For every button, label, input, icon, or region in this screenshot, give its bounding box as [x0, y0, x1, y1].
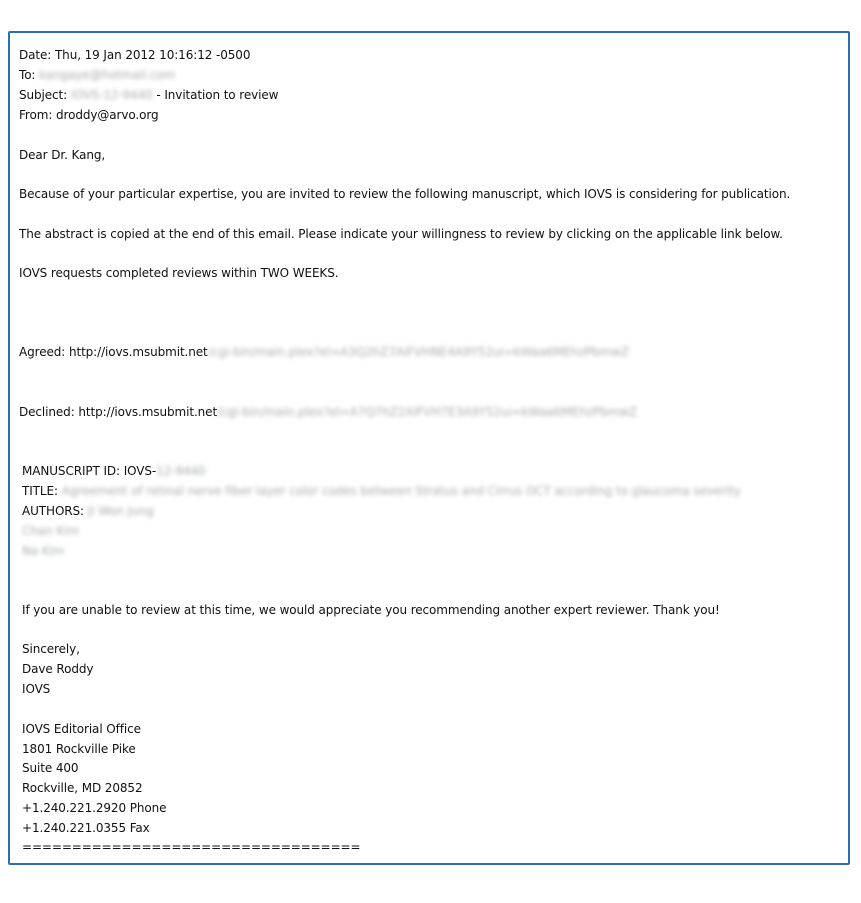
declined-link-host[interactable]: http://iovs.msubmit.net: [78, 405, 218, 419]
manuscript-title: [22, 483, 741, 499]
date-label: Date:: [19, 48, 52, 62]
agreed-line: [19, 344, 629, 360]
sender-org: IOVS: [22, 682, 51, 696]
agreed-link-host[interactable]: http://iovs.msubmit.net: [68, 345, 208, 359]
address-street: 1801 Rockville Pike: [22, 742, 136, 756]
from-address[interactable]: droddy@arvo.org: [56, 108, 159, 122]
author-2-redacted: Chan Kim: [22, 524, 79, 538]
from-header: [19, 107, 158, 123]
author-2-line: [22, 523, 79, 539]
subject-text: - Invitation to review: [156, 88, 279, 102]
sign-off: Sincerely,: [22, 642, 80, 656]
subject-label: Subject:: [19, 88, 68, 102]
manuscript-authors: [22, 503, 154, 519]
authors-label: AUTHORS:: [22, 504, 84, 518]
agreed-link[interactable]: [69, 345, 629, 359]
author-3-line: [22, 543, 64, 559]
manuscript-id: [22, 463, 206, 479]
declined-link-path-redacted[interactable]: /cgi-bin/main.plex?el=A7Q7hZ2AlFVH7E3A9Y52ui=kWaa6MEhzPbmwZ: [217, 405, 638, 419]
manuscript-id-redacted: 12-9440: [156, 464, 206, 478]
sender-name: Dave Roddy: [22, 662, 94, 676]
to-address-redacted: kangaye@hotmail.com: [39, 68, 176, 82]
paragraph-recommend: If you are unable to review at this time, we would appreciate you recommending another expert reviewer. Thank you!: [22, 603, 720, 617]
declined-link[interactable]: [78, 405, 637, 419]
declined-line: [19, 404, 637, 420]
email-message-panel: [8, 31, 850, 865]
subject-id-redacted: IOVS-12-9440: [70, 88, 153, 102]
phone-number: +1.240.221.2920 Phone: [22, 801, 167, 815]
greeting: Dear Dr. Kang,: [19, 148, 106, 162]
title-label: TITLE:: [22, 484, 58, 498]
office-name: IOVS Editorial Office: [22, 722, 141, 736]
from-label: From:: [19, 108, 53, 122]
author-1-redacted: Ji Won Jung: [87, 504, 154, 518]
address-city: Rockville, MD 20852: [22, 781, 143, 795]
to-header: [19, 67, 175, 83]
author-3-redacted: Na Kim: [22, 544, 65, 558]
address-suite: Suite 400: [22, 761, 79, 775]
declined-label: Declined:: [19, 405, 75, 419]
paragraph-expertise: Because of your particular expertise, you are invited to review the following manuscript, which IOVS is considering for publication.: [19, 187, 791, 201]
date-header: [19, 47, 250, 63]
agreed-link-path-redacted[interactable]: /cgi-bin/main.plex?el=A3Q2hZ7AiFVHNE4A9Y52ui=kWaa6MEhzPbmwZ: [207, 345, 629, 359]
agreed-label: Agreed:: [19, 345, 66, 359]
subject-header: [19, 87, 278, 103]
fax-number: +1.240.221.0355 Fax: [22, 821, 150, 835]
to-label: To:: [19, 68, 36, 82]
paragraph-abstract: The abstract is copied at the end of this email. Please indicate your willingness to review by clicking on the applicable link below.: [19, 227, 783, 241]
divider-line: ==================================: [22, 840, 361, 854]
title-redacted: Agreement of retinal nerve fiber layer color codes between Stratus and Cirrus OCT according to glaucoma severity: [61, 484, 741, 498]
paragraph-deadline: IOVS requests completed reviews within TWO WEEKS.: [19, 266, 339, 280]
date-value: Thu, 19 Jan 2012 10:16:12 -0500: [54, 48, 251, 62]
manuscript-id-label: MANUSCRIPT ID: IOVS-: [22, 464, 157, 478]
